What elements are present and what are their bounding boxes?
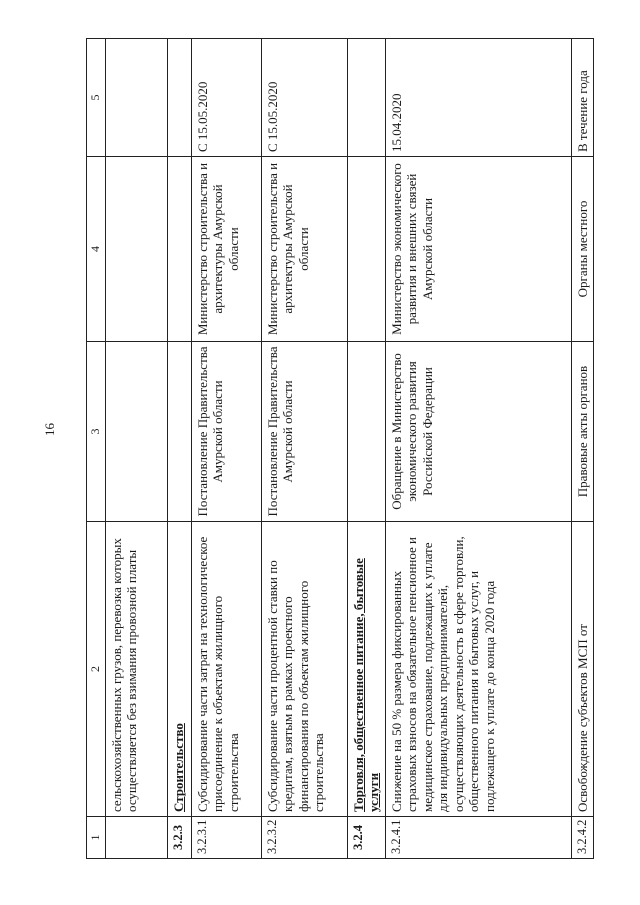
row-number: 3.2.4: [347, 817, 385, 859]
row-date: С 15.05.2020: [191, 39, 261, 157]
row-number: 3.2.3.2: [261, 817, 347, 859]
row-date: В течение года: [571, 39, 594, 157]
row-measure: сельскохозяйственных грузов, перевозка которых осуществляется без взимания провозной платы: [105, 522, 167, 817]
row-act: [347, 342, 385, 522]
row-date: [347, 39, 385, 157]
row-number: 3.2.3.1: [191, 817, 261, 859]
section-title: Строительство: [167, 522, 191, 817]
row-responsible: Министерство строительства и архитектуры Амурской области: [191, 157, 261, 342]
row-act: Постановление Правительства Амурской области: [261, 342, 347, 522]
header-cell: 5: [87, 39, 106, 157]
row-number: 3.2.4.1: [385, 817, 571, 859]
row-responsible: [167, 157, 191, 342]
row-responsible: Министерство строительства и архитектуры Амурской области: [261, 157, 347, 342]
row-measure: Субсидирование части процентной ставки по кредитам, взятым в рамках проектного финансирования по объектам жилищного строительства: [261, 522, 347, 817]
table-row: [347, 39, 385, 859]
table-row: [571, 39, 594, 859]
header-cell: 3: [87, 342, 106, 522]
row-date: [105, 39, 167, 157]
row-number: [105, 817, 167, 859]
row-act: Постановление Правительства Амурской области: [191, 342, 261, 522]
measures-table-rotated: [86, 39, 606, 859]
table-row: [191, 39, 261, 859]
row-responsible: [105, 157, 167, 342]
row-act: [105, 342, 167, 522]
row-measure: Снижение на 50 % размера фиксированных страховых взносов на обязательное пенсионное и медицинское страхование, подлежащих к уплате для индивидуальных предпринимателей, осуществляющих деятельность в сфере торговли, общественного питания и бытовых услуг, и подлежащего к уплате до конца 2020 года: [385, 522, 571, 817]
table-row: [385, 39, 571, 859]
section-title: Торговля, общественное питание, бытовые услуги: [347, 522, 385, 817]
table-row: [105, 39, 167, 859]
header-cell: 4: [87, 157, 106, 342]
row-responsible: Министерство экономического развития и внешних связей Амурской области: [385, 157, 571, 342]
header-cell: 2: [87, 522, 106, 817]
row-date: С 15.05.2020: [261, 39, 347, 157]
row-measure: Субсидирование части затрат на технологическое присоединение к объектам жилищного строительства: [191, 522, 261, 817]
header-cell: 1: [87, 817, 106, 859]
row-date: 15.04.2020: [385, 39, 571, 157]
measures-table: [86, 38, 594, 859]
row-act: [167, 342, 191, 522]
row-responsible: Органы местного: [571, 157, 594, 342]
row-date: [167, 39, 191, 157]
page-number: 16: [42, 423, 57, 436]
row-measure: Освобождение субъектов МСП от: [571, 522, 594, 817]
table-header-row: [87, 39, 106, 859]
row-act: Правовые акты органов: [571, 342, 594, 522]
row-act: Обращение в Министерство экономического развития Российской Федерации: [385, 342, 571, 522]
table-row: [261, 39, 347, 859]
row-responsible: [347, 157, 385, 342]
row-number: 3.2.3: [167, 817, 191, 859]
row-number: 3.2.4.2: [571, 817, 594, 859]
table-row: [167, 39, 191, 859]
